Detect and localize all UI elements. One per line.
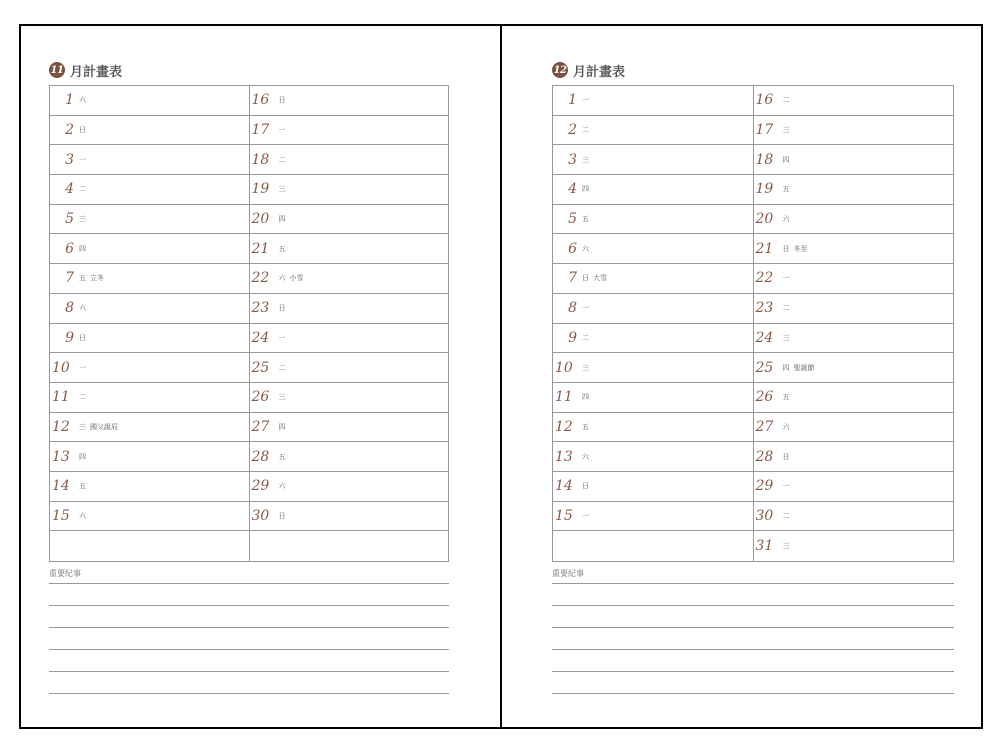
weekday-label: 二: [582, 126, 589, 135]
calendar-day-cell[interactable]: [250, 86, 449, 116]
calendar-day-cell[interactable]: [754, 145, 954, 175]
calendar-day-cell[interactable]: [250, 353, 449, 383]
note-line[interactable]: [552, 583, 954, 584]
weekday-label: 日: [278, 511, 286, 520]
calendar-day-cell[interactable]: [50, 234, 249, 264]
calendar-day-cell[interactable]: [50, 145, 249, 175]
weekday-label: 五: [782, 185, 790, 194]
calendar-day-cell[interactable]: [250, 264, 449, 294]
weekday-label: 六: [79, 304, 86, 313]
weekday-label: 六: [782, 422, 790, 431]
calendar-day-cell[interactable]: [553, 442, 753, 472]
weekday-label: 四: [79, 452, 86, 461]
day-number: 18: [755, 151, 774, 168]
day-number: 13: [555, 448, 573, 465]
calendar-day-cell[interactable]: [754, 413, 954, 443]
calendar-day-cell[interactable]: [50, 413, 249, 443]
calendar-grid: [552, 85, 954, 562]
calendar-day-cell[interactable]: [250, 234, 449, 264]
weekday-label: 一: [278, 126, 286, 135]
weekday-label: 日: [278, 96, 286, 105]
weekday-label: 五: [278, 244, 286, 253]
weekday-label: 一: [79, 363, 86, 372]
calendar-day-cell[interactable]: [50, 116, 249, 146]
calendar-grid: [49, 85, 449, 562]
weekday-label: 六: [782, 215, 790, 224]
note-line[interactable]: [49, 583, 449, 584]
calendar-day-cell[interactable]: [553, 116, 753, 146]
weekday-label: 一: [782, 482, 790, 491]
holiday-note: 大雪: [593, 274, 607, 283]
calendar-day-cell[interactable]: [250, 383, 449, 413]
day-number: 21: [755, 240, 774, 257]
day-number: 28: [755, 448, 774, 465]
calendar-day-cell[interactable]: [754, 502, 954, 532]
calendar-day-cell[interactable]: [50, 205, 249, 235]
december-page: [552, 0, 954, 750]
day-number: 24: [251, 329, 270, 346]
day-number: 12: [52, 418, 70, 435]
day-number: 9: [568, 329, 577, 346]
calendar-day-cell[interactable]: [250, 324, 449, 354]
note-line[interactable]: [49, 693, 449, 694]
weekday-label: 五: [782, 393, 790, 402]
weekday-label: 六: [278, 482, 286, 491]
calendar-column: [50, 86, 249, 561]
calendar-day-cell[interactable]: [250, 294, 449, 324]
calendar-day-cell[interactable]: [754, 86, 954, 116]
day-number: 22: [755, 270, 774, 287]
title-text: 月計畫表: [70, 64, 123, 80]
calendar-day-cell[interactable]: [553, 145, 753, 175]
calendar-day-cell[interactable]: [250, 413, 449, 443]
day-number: 14: [555, 478, 573, 495]
weekday-label: 三: [782, 126, 790, 135]
day-number: 4: [65, 181, 74, 198]
calendar-day-cell[interactable]: [553, 175, 753, 205]
day-number: 25: [755, 359, 774, 376]
day-number: 7: [65, 270, 74, 287]
day-number: 2: [65, 122, 74, 139]
calendar-day-cell[interactable]: [754, 205, 954, 235]
calendar-day-cell[interactable]: [553, 234, 753, 264]
weekday-label: 一: [278, 333, 286, 342]
day-number: 27: [755, 418, 774, 435]
day-number: 1: [568, 92, 577, 109]
day-number: 29: [251, 478, 270, 495]
weekday-label: 日: [582, 274, 589, 283]
calendar-day-cell[interactable]: [250, 116, 449, 146]
calendar-day-cell[interactable]: [754, 264, 954, 294]
day-number: 15: [555, 507, 573, 524]
weekday-label: 四: [582, 185, 589, 194]
weekday-label: 二: [582, 333, 589, 342]
note-line[interactable]: [49, 627, 449, 628]
calendar-day-cell[interactable]: [50, 86, 249, 116]
calendar-day-cell[interactable]: [754, 472, 954, 502]
weekday-label: 二: [782, 304, 790, 313]
calendar-day-cell[interactable]: [754, 353, 954, 383]
calendar-day-cell[interactable]: [50, 531, 249, 561]
holiday-note: 冬至: [793, 244, 808, 253]
calendar-day-cell[interactable]: [50, 353, 249, 383]
day-number: 18: [251, 151, 270, 168]
notes-label: 重要紀事: [49, 569, 81, 578]
day-number: 3: [65, 151, 74, 168]
weekday-label: 一: [782, 274, 790, 283]
day-number: 20: [251, 211, 270, 228]
weekday-label: 一: [582, 304, 589, 313]
calendar-day-cell[interactable]: [50, 502, 249, 532]
day-number: 25: [251, 359, 270, 376]
calendar-day-cell[interactable]: [754, 442, 954, 472]
weekday-label: 日: [79, 126, 86, 135]
day-number: 10: [555, 359, 573, 376]
day-number: 21: [251, 240, 270, 257]
weekday-label: 四: [782, 363, 790, 372]
calendar-day-cell[interactable]: [250, 502, 449, 532]
weekday-label: 三: [79, 422, 86, 431]
day-number: 2: [568, 122, 577, 139]
calendar-day-cell[interactable]: [754, 383, 954, 413]
weekday-label: 日: [278, 304, 286, 313]
calendar-day-cell[interactable]: [553, 383, 753, 413]
weekday-label: 四: [582, 393, 589, 402]
day-number: 24: [755, 329, 774, 346]
day-number: 7: [568, 270, 577, 287]
weekday-label: 五: [278, 452, 286, 461]
weekday-label: 三: [278, 393, 286, 402]
day-number: 17: [251, 122, 270, 139]
weekday-label: 日: [582, 482, 589, 491]
calendar-day-cell[interactable]: [553, 324, 753, 354]
note-line[interactable]: [49, 605, 449, 606]
calendar-day-cell[interactable]: [50, 442, 249, 472]
day-number: 26: [755, 389, 774, 406]
calendar-day-cell[interactable]: [553, 353, 753, 383]
calendar-day-cell[interactable]: [754, 234, 954, 264]
calendar-day-cell[interactable]: [50, 383, 249, 413]
weekday-label: 二: [782, 511, 790, 520]
note-line[interactable]: [49, 649, 449, 650]
day-number: 15: [52, 507, 70, 524]
day-number: 31: [755, 538, 774, 555]
calendar-day-cell[interactable]: [50, 324, 249, 354]
weekday-label: 二: [79, 185, 86, 194]
calendar-day-cell[interactable]: [50, 264, 249, 294]
day-number: 11: [52, 389, 70, 406]
note-line[interactable]: [552, 627, 954, 628]
calendar-day-cell[interactable]: [553, 472, 753, 502]
weekday-label: 二: [782, 96, 790, 105]
weekday-label: 三: [782, 333, 790, 342]
month-badge: 11: [49, 62, 65, 78]
page-title: [552, 61, 625, 79]
note-line[interactable]: [552, 605, 954, 606]
day-number: 27: [251, 418, 270, 435]
month-badge: 12: [552, 62, 568, 78]
calendar-day-cell[interactable]: [50, 294, 249, 324]
calendar-day-cell[interactable]: [50, 472, 249, 502]
weekday-label: 五: [582, 215, 589, 224]
note-line[interactable]: [552, 671, 954, 672]
day-number: 5: [65, 211, 74, 228]
holiday-note: 聖誕節: [793, 363, 815, 372]
day-number: 9: [65, 329, 74, 346]
weekday-label: 四: [278, 422, 286, 431]
calendar-day-cell[interactable]: [250, 442, 449, 472]
day-number: 30: [755, 507, 774, 524]
weekday-label: 一: [79, 155, 86, 164]
calendar-day-cell[interactable]: [754, 324, 954, 354]
day-number: 10: [52, 359, 70, 376]
holiday-note: 立冬: [90, 274, 104, 283]
calendar-day-cell[interactable]: [553, 86, 753, 116]
weekday-label: 二: [278, 363, 286, 372]
day-number: 14: [52, 478, 70, 495]
calendar-day-cell[interactable]: [553, 413, 753, 443]
weekday-label: 日: [782, 452, 790, 461]
note-line[interactable]: [49, 671, 449, 672]
calendar-column: [753, 86, 954, 561]
weekday-label: 四: [278, 215, 286, 224]
weekday-label: 日: [782, 244, 790, 253]
calendar-column: [553, 86, 753, 561]
weekday-label: 六: [582, 244, 589, 253]
weekday-label: 一: [582, 511, 589, 520]
calendar-day-cell[interactable]: [553, 264, 753, 294]
calendar-day-cell[interactable]: [250, 531, 449, 561]
day-number: 11: [555, 389, 573, 406]
day-number: 12: [555, 418, 573, 435]
notes-label: 重要紀事: [552, 569, 584, 578]
calendar-day-cell[interactable]: [250, 145, 449, 175]
weekday-label: 三: [782, 542, 790, 551]
weekday-label: 四: [79, 244, 86, 253]
weekday-label: 一: [582, 96, 589, 105]
weekday-label: 五: [582, 422, 589, 431]
calendar-day-cell[interactable]: [250, 472, 449, 502]
day-number: 22: [251, 270, 270, 287]
day-number: 23: [251, 300, 270, 317]
calendar-day-cell[interactable]: [553, 294, 753, 324]
day-number: 4: [568, 181, 577, 198]
day-number: 26: [251, 389, 270, 406]
calendar-day-cell[interactable]: [754, 116, 954, 146]
note-line[interactable]: [552, 649, 954, 650]
day-number: 16: [251, 92, 270, 109]
page-title: [49, 61, 122, 79]
note-line[interactable]: [552, 693, 954, 694]
day-number: 23: [755, 300, 774, 317]
day-number: 19: [755, 181, 774, 198]
day-number: 20: [755, 211, 774, 228]
day-number: 1: [65, 92, 74, 109]
holiday-note: 小雪: [289, 274, 304, 283]
holiday-note: 國父誕辰: [90, 422, 118, 431]
title-text: 月計畫表: [573, 64, 626, 80]
day-number: 13: [52, 448, 70, 465]
calendar-column: [249, 86, 449, 561]
day-number: 8: [65, 300, 74, 317]
weekday-label: 六: [79, 96, 86, 105]
weekday-label: 三: [79, 215, 86, 224]
calendar-day-cell[interactable]: [250, 175, 449, 205]
day-number: 29: [755, 478, 774, 495]
weekday-label: 五: [79, 274, 86, 283]
weekday-label: 三: [278, 185, 286, 194]
weekday-label: 五: [79, 482, 86, 491]
calendar-day-cell[interactable]: [553, 205, 753, 235]
weekday-label: 六: [278, 274, 286, 283]
weekday-label: 四: [782, 155, 790, 164]
weekday-label: 二: [278, 155, 286, 164]
weekday-label: 六: [79, 511, 86, 520]
day-number: 28: [251, 448, 270, 465]
day-number: 8: [568, 300, 577, 317]
weekday-label: 六: [582, 452, 589, 461]
calendar-day-cell[interactable]: [754, 175, 954, 205]
page-divider: [500, 24, 502, 729]
weekday-label: 二: [79, 393, 86, 402]
calendar-day-cell[interactable]: [553, 502, 753, 532]
day-number: 19: [251, 181, 270, 198]
calendar-day-cell[interactable]: [250, 205, 449, 235]
day-number: 6: [568, 240, 577, 257]
calendar-day-cell[interactable]: [754, 531, 954, 561]
calendar-day-cell[interactable]: [50, 175, 249, 205]
calendar-day-cell[interactable]: [553, 531, 753, 561]
day-number: 17: [755, 122, 774, 139]
day-number: 6: [65, 240, 74, 257]
day-number: 5: [568, 211, 577, 228]
calendar-day-cell[interactable]: [754, 294, 954, 324]
weekday-label: 三: [582, 363, 589, 372]
weekday-label: 三: [582, 155, 589, 164]
weekday-label: 日: [79, 333, 86, 342]
day-number: 16: [755, 92, 774, 109]
day-number: 30: [251, 507, 270, 524]
day-number: 3: [568, 151, 577, 168]
november-page: [49, 0, 449, 750]
